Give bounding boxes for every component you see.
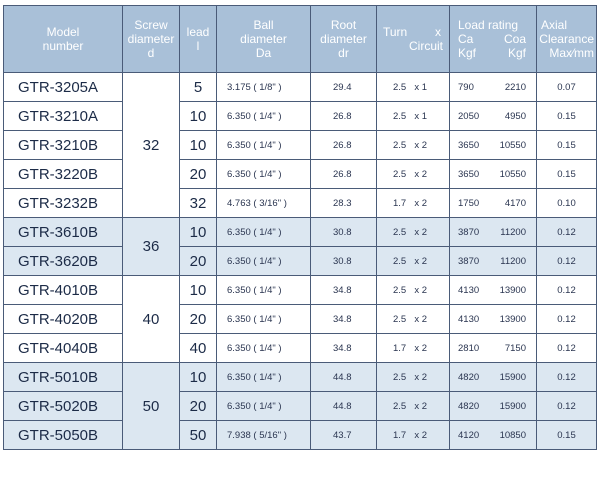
turn-circuit-cell: [377, 363, 450, 392]
circuit-value: x 1: [414, 110, 427, 122]
ball-diameter-cell: 7.938 ( 5/16" ): [217, 421, 311, 450]
lead-cell: 10: [180, 102, 217, 131]
header-turn-label: Turn: [383, 25, 408, 39]
model-number-cell: GTR-4040B: [4, 334, 123, 363]
model-number-cell: GTR-3210B: [4, 131, 123, 160]
load-coa-value: 15900: [499, 371, 526, 383]
load-rating-cell: [450, 305, 537, 334]
header-lead: [180, 6, 217, 73]
table-row: [4, 276, 597, 305]
load-rating-pair: [450, 82, 536, 93]
circuit-value: x 2: [414, 313, 427, 325]
turn-circuit-pair: [387, 430, 449, 441]
header-ball-diameter: [217, 6, 311, 73]
ball-diameter-cell: 4.763 ( 3/16" ): [217, 189, 311, 218]
table-row: [4, 73, 597, 102]
screw-diameter-cell: 36: [123, 218, 180, 276]
ball-diameter-cell: 6.350 ( 1/4" ): [217, 363, 311, 392]
load-ca-value: 2810: [458, 342, 480, 354]
turn-circuit-pair: [387, 227, 449, 238]
model-number-cell: GTR-3620B: [4, 247, 123, 276]
root-diameter-cell: 26.8: [311, 160, 377, 189]
header-circuit-label: Circuit: [408, 39, 443, 53]
circuit-value: x 2: [414, 284, 427, 296]
axial-clearance-cell: 0.12: [537, 247, 597, 276]
turn-circuit-cell: [377, 421, 450, 450]
turn-value: 2.5: [393, 139, 407, 151]
turn-circuit-cell: [377, 392, 450, 421]
load-ca-value: 3870: [458, 255, 480, 267]
header-axial-clearance: [537, 6, 597, 73]
turn-value: 2.5: [393, 371, 407, 383]
header-load-ca-coa: [450, 32, 536, 46]
load-ca-value: 4820: [458, 400, 480, 412]
circuit-value: x 2: [414, 168, 427, 180]
header-load-kgf-coa: Kgf: [507, 46, 526, 60]
load-coa-value: 2210: [504, 81, 526, 93]
turn-circuit-cell: [377, 73, 450, 102]
ball-diameter-cell: 6.350 ( 1/4" ): [217, 305, 311, 334]
turn-circuit-pair: [387, 111, 449, 122]
turn-value: 2.5: [393, 110, 407, 122]
table-row: [4, 363, 597, 392]
model-number-cell: GTR-3205A: [4, 73, 123, 102]
load-rating-cell: [450, 131, 537, 160]
lead-cell: 20: [180, 247, 217, 276]
turn-circuit-cell: [377, 247, 450, 276]
turn-circuit-cell: [377, 334, 450, 363]
turn-circuit-pair: [387, 140, 449, 151]
load-ca-value: 4820: [458, 371, 480, 383]
table-body: [4, 73, 597, 450]
model-number-cell: GTR-3220B: [4, 160, 123, 189]
axial-clearance-cell: 0.12: [537, 363, 597, 392]
turn-circuit-cell: [377, 102, 450, 131]
axial-clearance-cell: 0.12: [537, 305, 597, 334]
axial-clearance-cell: 0.07: [537, 73, 597, 102]
load-rating-cell: [450, 276, 537, 305]
circuit-value: x 2: [414, 371, 427, 383]
turn-value: 2.5: [393, 400, 407, 412]
ball-diameter-cell: 3.175 ( 1/8" ): [217, 73, 311, 102]
axial-clearance-cell: 0.15: [537, 421, 597, 450]
axial-clearance-cell: 0.15: [537, 131, 597, 160]
root-diameter-cell: 43.7: [311, 421, 377, 450]
turn-circuit-pair: [387, 314, 449, 325]
header-turn-top: [377, 25, 449, 39]
axial-clearance-cell: 0.12: [537, 276, 597, 305]
lead-cell: 10: [180, 363, 217, 392]
model-number-cell: GTR-3610B: [4, 218, 123, 247]
load-rating-pair: [450, 372, 536, 383]
load-ca-value: 3870: [458, 226, 480, 238]
load-rating-cell: [450, 392, 537, 421]
header-ball-line1: Ball: [253, 18, 274, 32]
lead-cell: 20: [180, 392, 217, 421]
load-ca-value: 2050: [458, 110, 480, 122]
load-rating-pair: [450, 227, 536, 238]
header-ball-line3: Da: [255, 46, 272, 60]
screw-diameter-cell: 50: [123, 363, 180, 450]
header-model-line2: number: [42, 39, 84, 53]
table-row: [4, 102, 597, 131]
root-diameter-cell: 30.8: [311, 218, 377, 247]
turn-value: 1.7: [393, 342, 407, 354]
load-coa-value: 10850: [499, 429, 526, 441]
table-header: [4, 6, 597, 73]
ball-diameter-cell: 6.350 ( 1/4" ): [217, 247, 311, 276]
load-rating-pair: [450, 314, 536, 325]
table-row: [4, 392, 597, 421]
turn-value: 2.5: [393, 313, 407, 325]
header-turn-circuit: [377, 6, 450, 73]
header-root-line1: Root: [330, 18, 357, 32]
root-diameter-cell: 34.8: [311, 334, 377, 363]
load-coa-value: 11200: [500, 255, 526, 267]
root-diameter-cell: 29.4: [311, 73, 377, 102]
root-diameter-cell: 34.8: [311, 305, 377, 334]
load-rating-cell: [450, 73, 537, 102]
load-rating-cell: [450, 189, 537, 218]
header-model: [4, 6, 123, 73]
table-row: [4, 218, 597, 247]
header-screw-diameter: [123, 6, 180, 73]
header-load-units: [450, 46, 536, 60]
load-ca-value: 1750: [458, 197, 480, 209]
turn-circuit-pair: [387, 285, 449, 296]
axial-clearance-cell: 0.12: [537, 334, 597, 363]
table-row: [4, 334, 597, 363]
header-turn-x: x: [435, 25, 441, 39]
header-axial-line1: Axial: [541, 18, 568, 32]
table-row: [4, 247, 597, 276]
load-coa-value: 10550: [499, 168, 526, 180]
lead-cell: 32: [180, 189, 217, 218]
ball-diameter-cell: 6.350 ( 1/4" ): [217, 218, 311, 247]
load-ca-value: 3650: [458, 139, 480, 151]
load-rating-pair: [450, 111, 536, 122]
circuit-value: x 2: [414, 197, 427, 209]
load-rating-pair: [450, 343, 536, 354]
axial-clearance-cell: 0.12: [537, 218, 597, 247]
circuit-value: x 1: [414, 81, 427, 93]
turn-circuit-cell: [377, 305, 450, 334]
model-number-cell: GTR-4020B: [4, 305, 123, 334]
screw-diameter-cell: 32: [123, 73, 180, 218]
turn-circuit-cell: [377, 276, 450, 305]
turn-circuit-pair: [387, 256, 449, 267]
ball-diameter-cell: 6.350 ( 1/4" ): [217, 334, 311, 363]
load-ca-value: 4130: [458, 313, 480, 325]
circuit-value: x 2: [414, 255, 427, 267]
load-rating-pair: [450, 140, 536, 151]
table-row: [4, 305, 597, 334]
load-coa-value: 10550: [499, 139, 526, 151]
ball-diameter-cell: 6.350 ( 1/4" ): [217, 102, 311, 131]
ball-diameter-cell: 6.350 ( 1/4" ): [217, 160, 311, 189]
header-model-line1: Model: [46, 25, 80, 39]
header-screw-line2: diameter: [127, 32, 175, 46]
load-rating-cell: [450, 218, 537, 247]
load-rating-pair: [450, 198, 536, 209]
load-coa-value: 13900: [499, 284, 526, 296]
load-rating-pair: [450, 430, 536, 441]
circuit-value: x 2: [414, 226, 427, 238]
ball-diameter-cell: 6.350 ( 1/4" ): [217, 392, 311, 421]
load-coa-value: 15900: [499, 400, 526, 412]
load-rating-pair: [450, 256, 536, 267]
turn-circuit-cell: [377, 160, 450, 189]
lead-cell: 5: [180, 73, 217, 102]
load-rating-cell: [450, 160, 537, 189]
header-lead-line2: l: [196, 39, 200, 53]
model-number-cell: GTR-5020B: [4, 392, 123, 421]
model-number-cell: GTR-5010B: [4, 363, 123, 392]
header-load-ca: Ca: [458, 32, 474, 46]
turn-circuit-pair: [387, 401, 449, 412]
header-load-coa: Coa: [503, 32, 526, 46]
model-number-cell: GTR-5050B: [4, 421, 123, 450]
header-load-title: Load rating: [458, 18, 519, 32]
turn-circuit-pair: [387, 198, 449, 209]
model-number-cell: GTR-3210A: [4, 102, 123, 131]
turn-circuit-pair: [387, 82, 449, 93]
root-diameter-cell: 44.8: [311, 363, 377, 392]
lead-cell: 50: [180, 421, 217, 450]
load-rating-cell: [450, 334, 537, 363]
header-screw-line1: Screw: [134, 18, 168, 32]
load-rating-cell: [450, 363, 537, 392]
root-diameter-cell: 34.8: [311, 276, 377, 305]
load-ca-value: 3650: [458, 168, 480, 180]
circuit-value: x 2: [414, 342, 427, 354]
ball-screw-spec-sheet: [3, 5, 596, 450]
load-coa-value: 13900: [499, 313, 526, 325]
table-row: [4, 189, 597, 218]
turn-value: 1.7: [393, 429, 407, 441]
load-ca-value: 790: [458, 81, 474, 93]
load-rating-cell: [450, 247, 537, 276]
axial-clearance-cell: 0.12: [537, 392, 597, 421]
root-diameter-cell: 26.8: [311, 102, 377, 131]
axial-clearance-cell: 0.10: [537, 189, 597, 218]
table-row: [4, 160, 597, 189]
spec-table: [3, 5, 597, 450]
circuit-value: x 2: [414, 429, 427, 441]
turn-value: 2.5: [393, 81, 407, 93]
lead-cell: 10: [180, 218, 217, 247]
header-root-line2: diameter: [320, 32, 367, 46]
table-row: [4, 131, 597, 160]
turn-circuit-cell: [377, 131, 450, 160]
load-ca-value: 4130: [458, 284, 480, 296]
header-screw-line3: d: [147, 46, 155, 60]
header-ball-line2: diameter: [240, 32, 287, 46]
header-root-diameter: [311, 6, 377, 73]
turn-circuit-cell: [377, 218, 450, 247]
lead-cell: 40: [180, 334, 217, 363]
lead-cell: 10: [180, 131, 217, 160]
circuit-value: x 2: [414, 400, 427, 412]
circuit-value: x 2: [414, 139, 427, 151]
turn-circuit-pair: [387, 372, 449, 383]
root-diameter-cell: 28.3: [311, 189, 377, 218]
load-rating-cell: [450, 102, 537, 131]
turn-value: 2.5: [393, 226, 407, 238]
load-rating-pair: [450, 401, 536, 412]
load-rating-pair: [450, 169, 536, 180]
turn-circuit-pair: [387, 169, 449, 180]
lead-cell: 10: [180, 276, 217, 305]
load-ca-value: 4120: [458, 429, 480, 441]
table-row: [4, 421, 597, 450]
header-lead-line1: lead: [186, 25, 210, 39]
turn-circuit-cell: [377, 189, 450, 218]
turn-value: 2.5: [393, 284, 407, 296]
turn-value: 1.7: [393, 197, 407, 209]
header-axial-line3: Max⁄mm: [549, 46, 594, 60]
model-number-cell: GTR-3232B: [4, 189, 123, 218]
ball-diameter-cell: 6.350 ( 1/4" ): [217, 131, 311, 160]
screw-diameter-cell: 40: [123, 276, 180, 363]
root-diameter-cell: 26.8: [311, 131, 377, 160]
ball-diameter-cell: 6.350 ( 1/4" ): [217, 276, 311, 305]
header-load-kgf-ca: Kgf: [458, 46, 477, 60]
load-rating-pair: [450, 285, 536, 296]
load-coa-value: 11200: [500, 226, 526, 238]
load-rating-cell: [450, 421, 537, 450]
load-coa-value: 7150: [504, 342, 526, 354]
turn-value: 2.5: [393, 168, 407, 180]
load-coa-value: 4950: [504, 110, 526, 122]
turn-value: 2.5: [393, 255, 407, 267]
load-coa-value: 4170: [504, 197, 526, 209]
axial-clearance-cell: 0.15: [537, 160, 597, 189]
model-number-cell: GTR-4010B: [4, 276, 123, 305]
lead-cell: 20: [180, 160, 217, 189]
header-load-rating: [450, 6, 537, 73]
axial-clearance-cell: 0.15: [537, 102, 597, 131]
header-root-line3: dr: [338, 46, 349, 60]
turn-circuit-pair: [387, 343, 449, 354]
header-axial-line2: Clearance: [539, 32, 594, 46]
root-diameter-cell: 30.8: [311, 247, 377, 276]
root-diameter-cell: 44.8: [311, 392, 377, 421]
lead-cell: 20: [180, 305, 217, 334]
